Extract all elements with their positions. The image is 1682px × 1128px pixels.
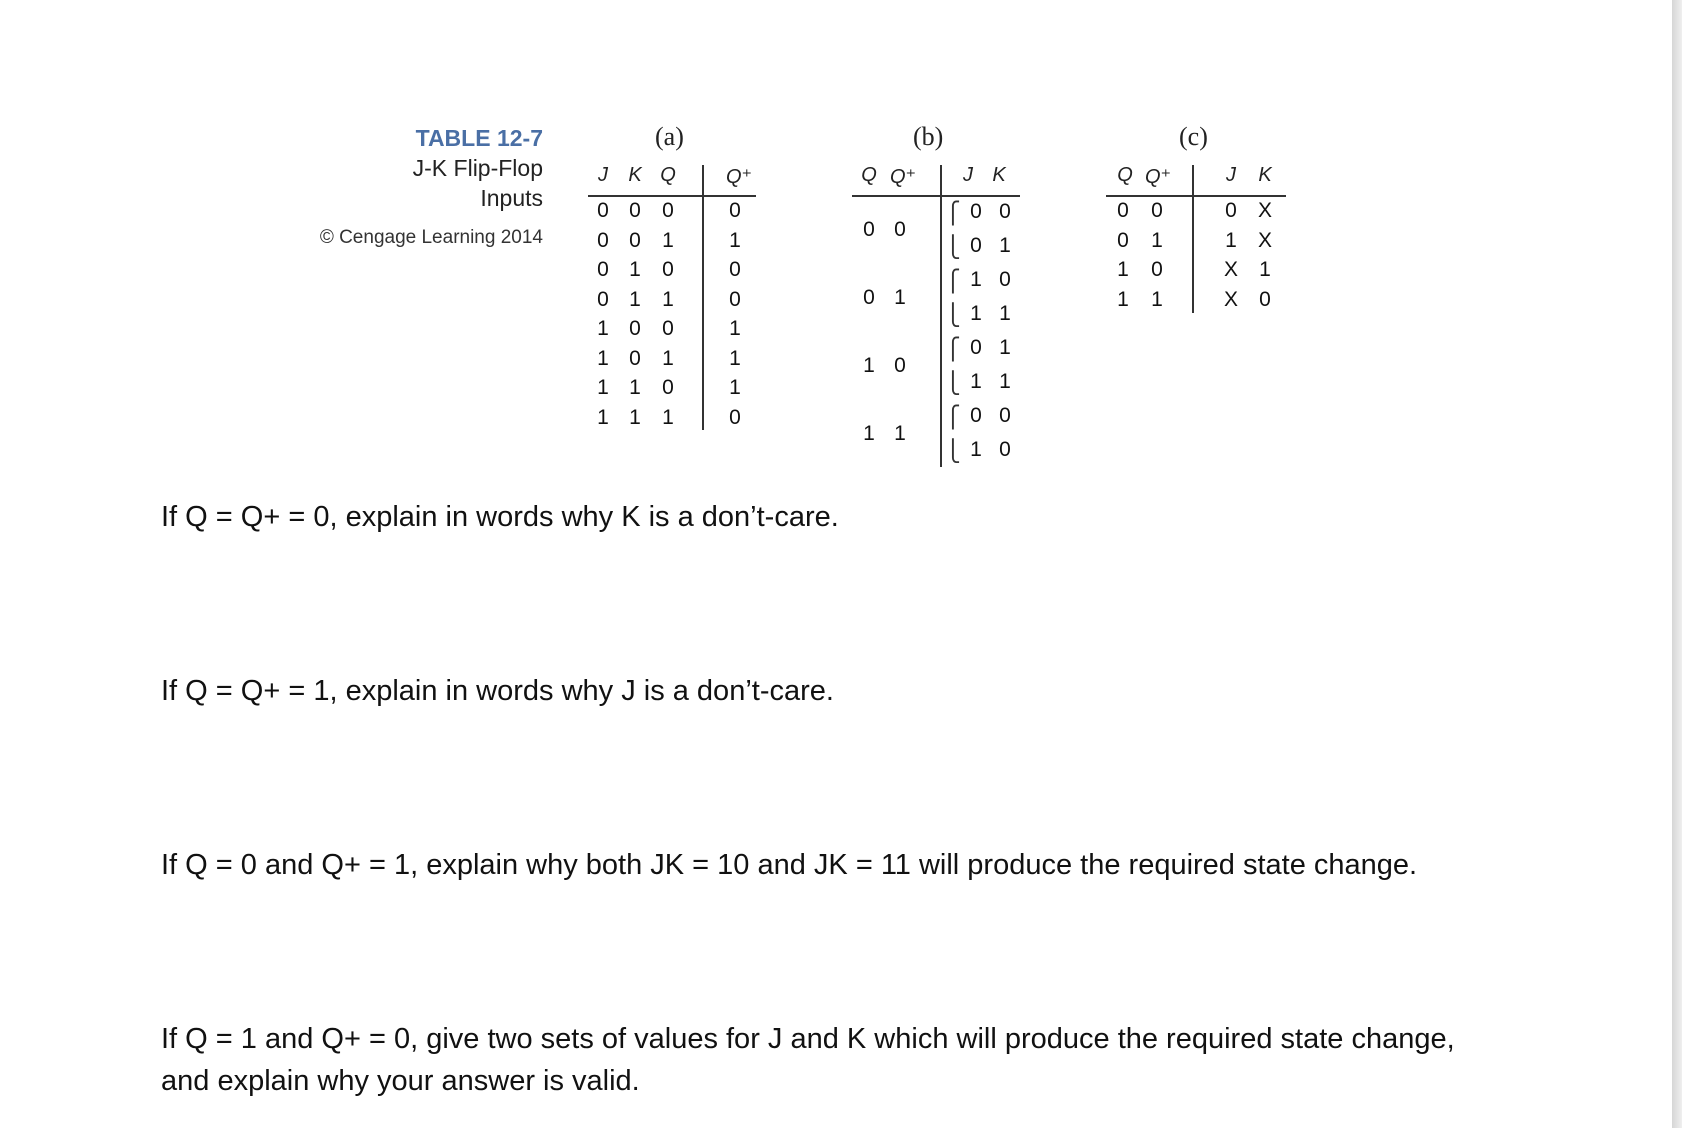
table-b-k-cell: 0 [999, 438, 1011, 461]
table-b-brace: ⎧ ⎩ [945, 269, 961, 327]
table-c-cell: 0 [1151, 199, 1163, 222]
table-c-cell: X [1257, 228, 1272, 252]
table-b-rule [852, 195, 1020, 197]
table-b-k-cell: 0 [999, 200, 1011, 223]
page-edge [1672, 0, 1682, 1128]
table-c-divider [1192, 165, 1194, 313]
table-c-header-k: K [1258, 164, 1272, 186]
table-b-j-cell: 0 [970, 200, 982, 223]
table-b-q-cell: 1 [863, 422, 875, 445]
table-c-cell: 0 [1117, 199, 1129, 222]
table-subtitle-1: J-K Flip-Flop [412, 155, 543, 181]
table-a-cell: 0 [729, 405, 741, 429]
table-a-cell: 1 [662, 228, 674, 252]
question-2: If Q = Q+ = 1, explain in words why J is a don’t-care. [161, 675, 834, 707]
table-a-cell: 1 [662, 405, 674, 429]
table-c-cell: 0 [1225, 199, 1237, 222]
table-a-cell: 0 [662, 199, 674, 222]
table-a-cell: 1 [729, 317, 741, 340]
table-subtitle-2: Inputs [480, 185, 543, 211]
table-a-label: (a) [655, 122, 684, 151]
table-b-header-k: K [992, 164, 1006, 186]
table-b-k-cell: 1 [999, 234, 1011, 257]
table-title: TABLE 12-7 [415, 125, 543, 151]
table-b-j-cell: 1 [970, 370, 982, 393]
table-c-cell: 1 [1151, 228, 1163, 252]
table-a-cell: 1 [729, 346, 741, 370]
table-b-j-cell: 0 [970, 404, 982, 427]
table-b-brace: ⎧ ⎩ [945, 405, 961, 463]
table-b-k-cell: 0 [999, 268, 1011, 291]
table-b-qplus-cell: 0 [894, 354, 906, 377]
table-a-cell: 0 [662, 376, 674, 399]
table-c-cell: 0 [1151, 258, 1163, 281]
table-b-divider [940, 165, 942, 467]
table-b-k-cell: 1 [999, 302, 1011, 325]
table-b-k-cell: 0 [999, 404, 1011, 427]
question-3: If Q = 0 and Q+ = 1, explain why both JK = 10 and JK = 11 will produce the required state change. [161, 849, 1418, 881]
table-b-brace: ⎧ ⎩ [945, 201, 961, 259]
table-a-cell: 1 [662, 287, 674, 311]
table-a-header-j: J [598, 164, 608, 186]
table-a-cell: 1 [629, 376, 641, 399]
table-a-divider [702, 165, 704, 430]
table-a-header-q: Q [660, 164, 676, 186]
table-c-label: (c) [1179, 122, 1208, 151]
table-c-cell: 1 [1259, 258, 1271, 281]
table-a-cell: 0 [729, 199, 741, 222]
table-c-rule [1106, 195, 1286, 197]
table-a-cell: 0 [597, 287, 609, 311]
table-a-cell: 0 [662, 258, 674, 281]
table-a-header-k: K [628, 164, 642, 186]
table-b-j-cell: 0 [970, 336, 982, 359]
table-a-cell: 1 [597, 317, 609, 340]
question-4: If Q = 1 and Q+ = 0, give two sets of values for J and K which will produce the required state change, and explain why your answer is valid. [161, 1023, 1455, 1097]
table-a-cell: 1 [729, 228, 741, 252]
table-c-cell: 1 [1117, 258, 1129, 281]
table-a-header-qplus: Q⁺ [725, 166, 753, 188]
table-b-label: (b) [913, 122, 944, 151]
table-a-cell: 1 [629, 258, 641, 281]
table-b-q-cell: 1 [863, 354, 875, 377]
table-c-cell: 1 [1117, 287, 1129, 311]
copyright-credit: © Cengage Learning 2014 [319, 227, 543, 248]
table-b-header-qplus: Q⁺ [889, 166, 917, 188]
table-a-cell: 1 [597, 376, 609, 399]
table-b-j-cell: 1 [970, 268, 982, 291]
table-b-qplus-cell: 1 [894, 422, 906, 445]
table-a-cell: 0 [729, 287, 741, 311]
table-c-header-qplus: Q⁺ [1144, 166, 1172, 188]
table-caption [320, 123, 543, 249]
table-a-cell: 1 [629, 287, 641, 311]
table-b-brace: ⎧ ⎩ [945, 337, 961, 395]
table-a-cell: 0 [629, 199, 641, 222]
table-a-cell: 0 [729, 258, 741, 281]
table-a-cell: 1 [629, 405, 641, 429]
table-a-cell: 1 [597, 346, 609, 370]
table-a-cell: 0 [629, 317, 641, 340]
table-a-cell: 0 [629, 228, 641, 252]
table-b-j-cell: 0 [970, 234, 982, 257]
table-a-cell: 1 [662, 346, 674, 370]
table-a-cell: 0 [597, 199, 609, 222]
table-a-rule [588, 195, 756, 197]
table-c-cell: 0 [1259, 287, 1271, 311]
table-a-cell: 0 [629, 346, 641, 370]
table-b-k-cell: 1 [999, 336, 1011, 359]
table-c-cell: 0 [1117, 228, 1129, 252]
table-b-header-q: Q [861, 164, 877, 186]
table-c-header-j: J [1226, 164, 1236, 186]
table-b-q-cell: 0 [863, 286, 875, 309]
table-c-cell: X [1223, 258, 1238, 281]
question-1: If Q = Q+ = 0, explain in words why K is a don’t-care. [161, 501, 839, 533]
table-c-cell: 1 [1151, 287, 1163, 311]
table-b-qplus-cell: 0 [894, 218, 906, 241]
table-a-cell: 1 [597, 405, 609, 429]
table-a-cell: 0 [597, 258, 609, 281]
table-b-j-cell: 1 [970, 302, 982, 325]
table-c-cell: X [1257, 199, 1272, 222]
table-b-k-cell: 1 [999, 370, 1011, 393]
table-a-cell: 0 [662, 317, 674, 340]
table-b-header-j: J [963, 164, 973, 186]
table-c-cell: 1 [1225, 228, 1237, 252]
table-b-qplus-cell: 1 [894, 286, 906, 309]
table-b-q-cell: 0 [863, 218, 875, 241]
table-a-cell: 1 [729, 376, 741, 399]
table-c-cell: X [1223, 287, 1238, 311]
table-c-header-q: Q [1117, 164, 1133, 186]
table-b-j-cell: 1 [970, 438, 982, 461]
table-a-cell: 0 [597, 228, 609, 252]
